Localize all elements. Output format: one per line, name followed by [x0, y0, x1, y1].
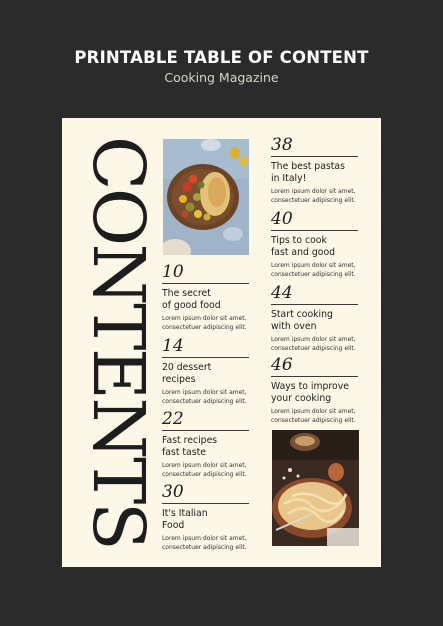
entry-description: Lorem ipsum dolor sit amet, consectetuer adipiscing elit. — [271, 336, 356, 352]
page-number: 38 — [271, 135, 358, 157]
entry-title: It's Italian Food — [162, 508, 208, 531]
toc-entry[interactable] — [162, 336, 249, 406]
page-number: 30 — [162, 482, 249, 504]
food-photo-pasta — [272, 430, 359, 546]
page-number: 40 — [271, 209, 358, 231]
toc-entry[interactable] — [271, 283, 358, 353]
page-number: 14 — [162, 336, 249, 358]
toc-entry[interactable] — [271, 355, 358, 425]
toc-entry[interactable] — [162, 482, 249, 552]
magazine-page — [62, 118, 381, 567]
entry-description: Lorem ipsum dolor sit amet, consectetuer adipiscing elit. — [162, 535, 247, 551]
entry-description: Lorem ipsum dolor sit amet, consectetuer adipiscing elit. — [271, 408, 356, 424]
entry-title: Start cooking with oven — [271, 309, 333, 332]
page-number: 22 — [162, 409, 249, 431]
toc-entry[interactable] — [271, 135, 358, 205]
entry-description: Lorem ipsum dolor sit amet, consectetuer adipiscing elit. — [271, 262, 356, 278]
toc-entry[interactable] — [162, 262, 249, 332]
entry-title: Tips to cook fast and good — [271, 235, 336, 258]
entry-title: Ways to improve your cooking — [271, 381, 349, 404]
page-number: 46 — [271, 355, 358, 377]
entry-description: Lorem ipsum dolor sit amet, consectetuer adipiscing elit. — [162, 315, 247, 331]
entry-description: Lorem ipsum dolor sit amet, consectetuer adipiscing elit. — [162, 462, 247, 478]
food-photo-olives — [163, 139, 249, 255]
entry-title: The secret of good food — [162, 288, 221, 311]
entry-title: Fast recipes fast taste — [162, 435, 218, 458]
toc-entry[interactable] — [271, 209, 358, 279]
page-number: 44 — [271, 283, 358, 305]
page-title: PRINTABLE TABLE OF CONTENT — [74, 48, 369, 67]
entry-title: 20 dessert recipes — [162, 362, 212, 385]
contents-heading: CONTENTS — [77, 136, 160, 548]
entry-description: Lorem ipsum dolor sit amet, consectetuer adipiscing elit. — [271, 188, 356, 204]
entry-description: Lorem ipsum dolor sit amet, consectetuer adipiscing elit. — [162, 389, 247, 405]
page-subtitle: Cooking Magazine — [164, 70, 279, 85]
page-number: 10 — [162, 262, 249, 284]
toc-entry[interactable] — [162, 409, 249, 479]
entry-title: The best pastas in Italy! — [271, 161, 345, 184]
